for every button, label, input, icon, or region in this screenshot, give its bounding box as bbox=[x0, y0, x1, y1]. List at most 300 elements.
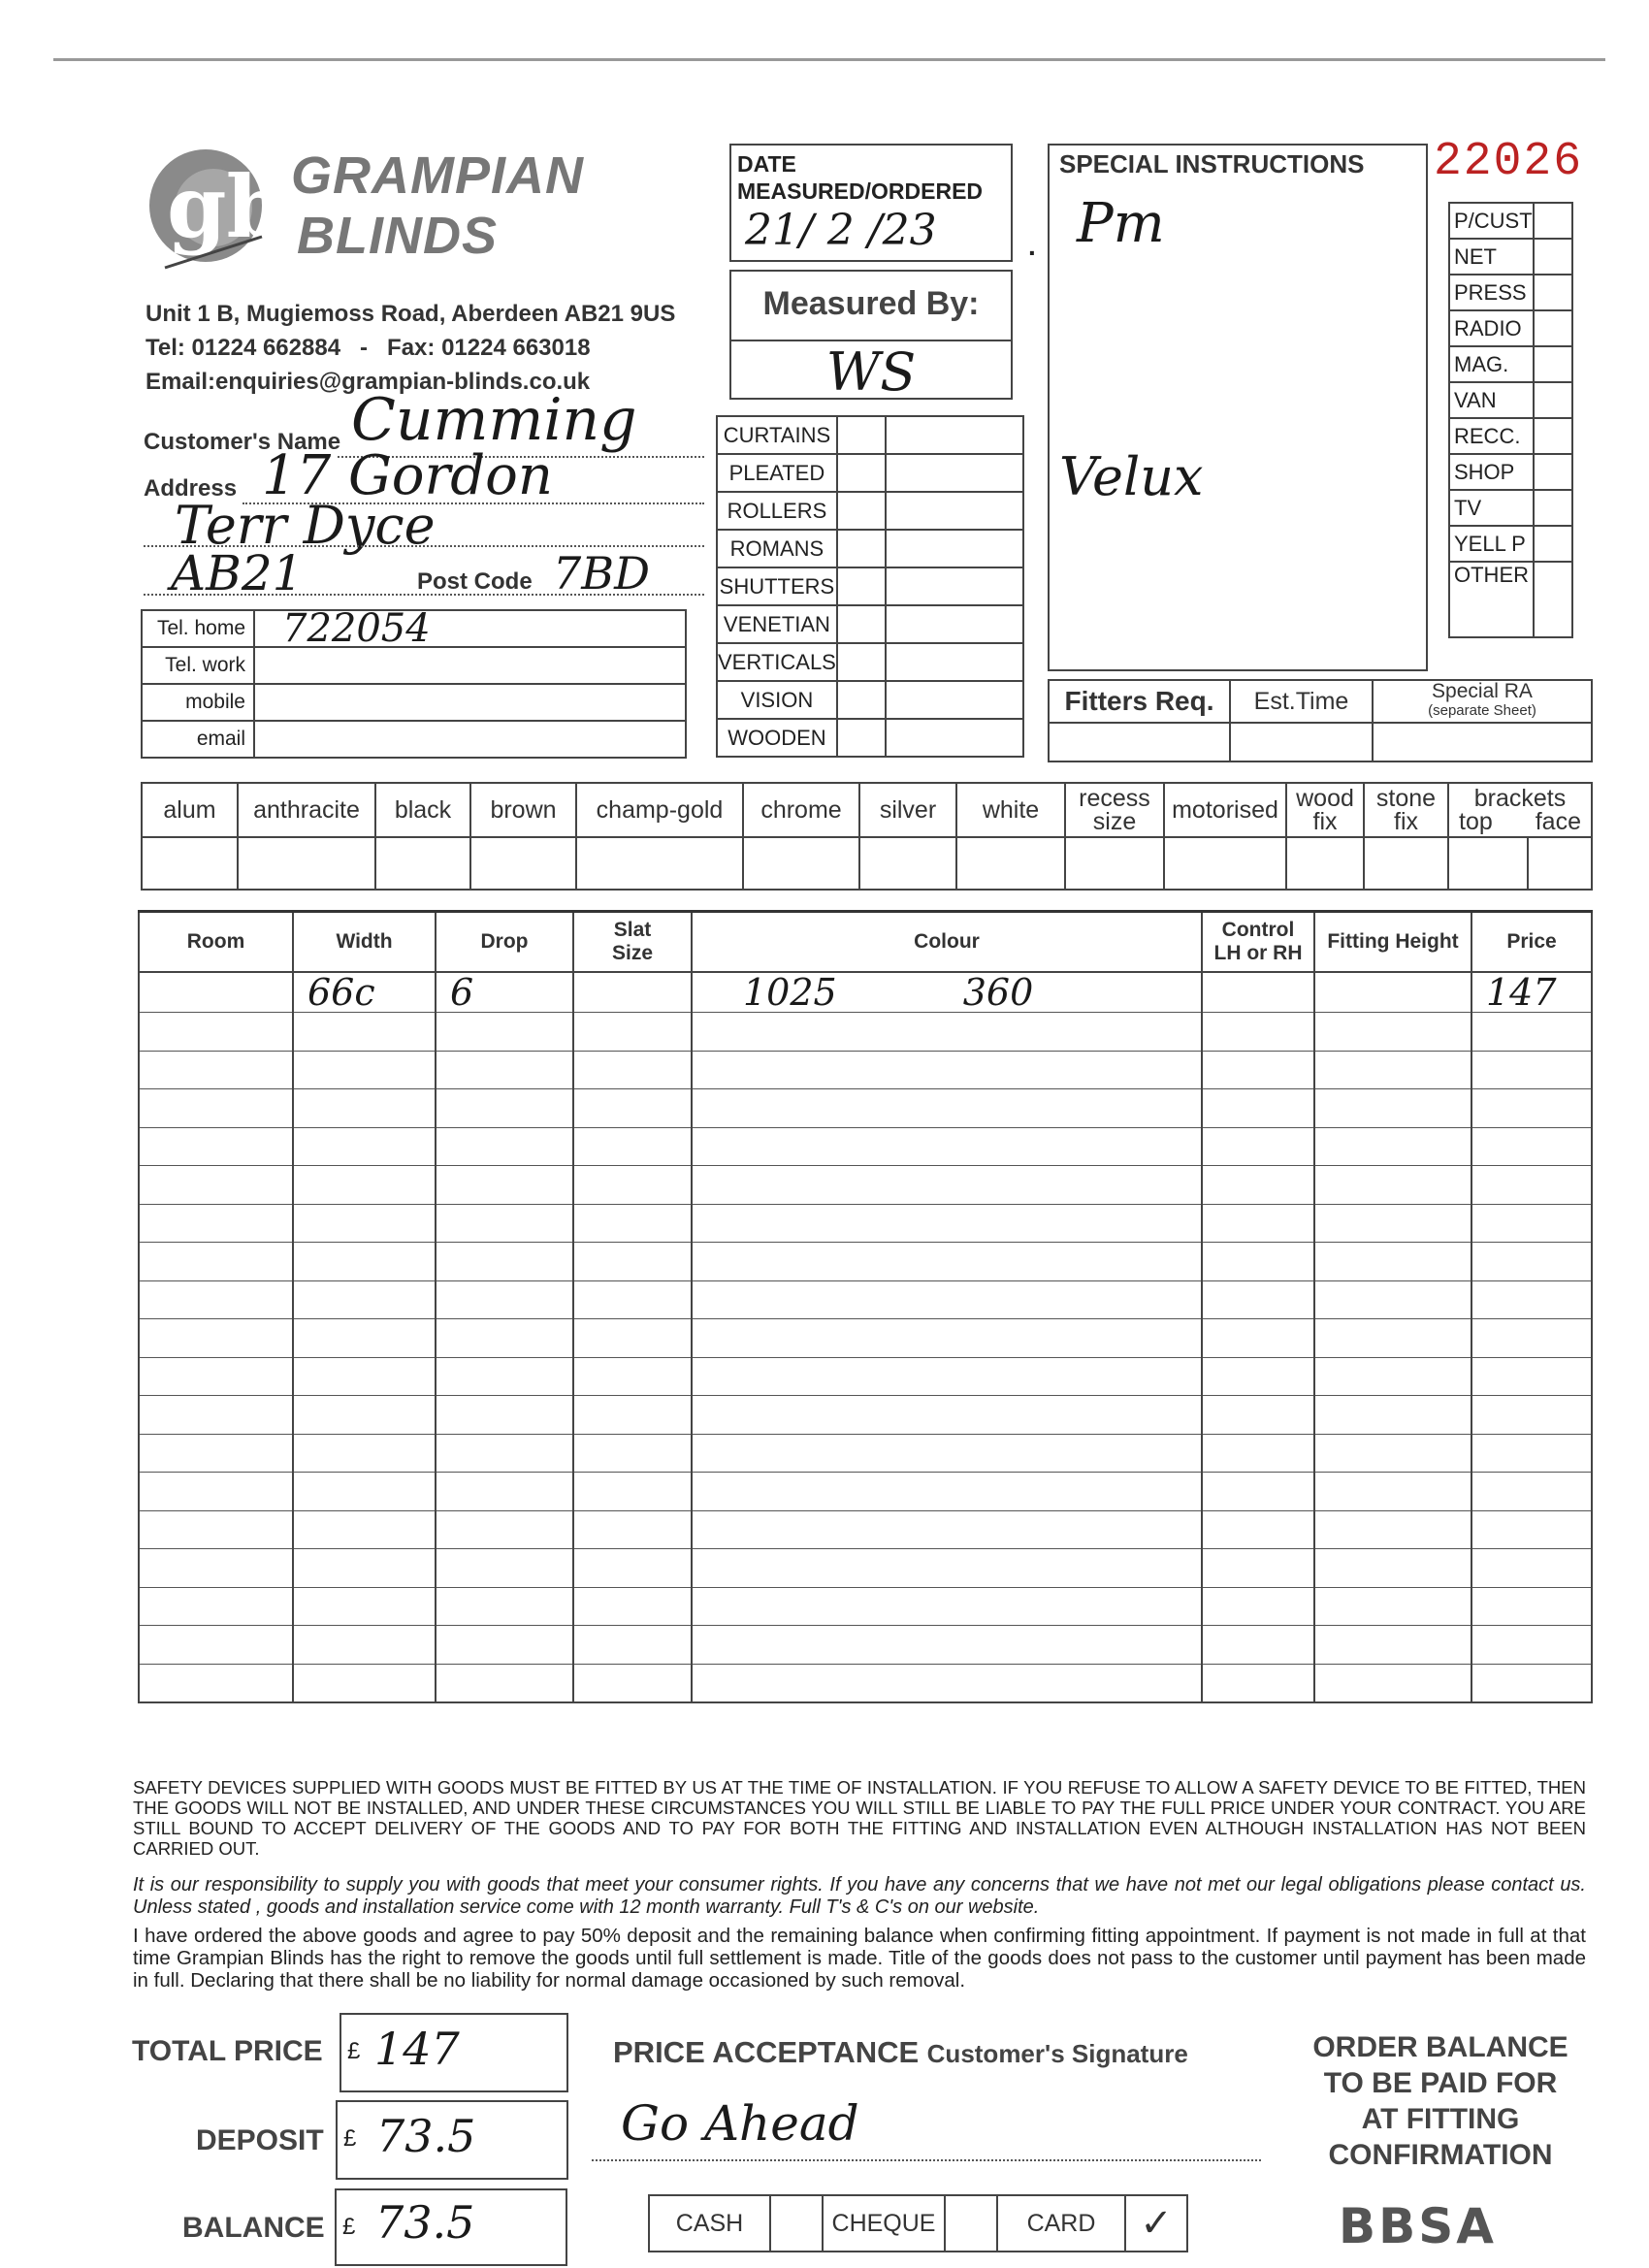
order-cell-colour[interactable] bbox=[692, 1051, 1202, 1089]
date-measured-box bbox=[729, 144, 1013, 262]
date-label-line1: DATE bbox=[737, 151, 796, 177]
terms-agreement: I have ordered the above goods and agree to pay 50% deposit and the remaining balance when confirming fitting appointment. If payment is not made in full at that time Grampian Blinds has the right to remove the goods until full settlement is made. Title of the goods does not pass to the customer until payment has been made in full. Declaring that there shall be no liability for normal damage occasioned by such removal. bbox=[133, 1925, 1586, 1992]
order-cell-room[interactable] bbox=[139, 1396, 293, 1435]
order-cell-control[interactable] bbox=[1202, 1434, 1314, 1473]
order-cell-control[interactable] bbox=[1202, 1013, 1314, 1052]
order-row bbox=[139, 1626, 1592, 1665]
order-cell-width[interactable] bbox=[293, 1396, 436, 1435]
postcode-value: 7BD bbox=[553, 547, 650, 599]
order-cell-fitting[interactable] bbox=[1314, 1434, 1471, 1473]
product-type-qty[interactable] bbox=[886, 416, 1023, 454]
order-cell-price[interactable] bbox=[1471, 1396, 1592, 1435]
address-line3: AB21 bbox=[171, 545, 304, 601]
order-cell-room[interactable] bbox=[139, 1626, 293, 1665]
order-cell-control[interactable] bbox=[1202, 1127, 1314, 1166]
order-cell-drop[interactable] bbox=[436, 1319, 573, 1358]
deposit-currency: £ bbox=[343, 2125, 357, 2152]
product-type-checkbox[interactable] bbox=[837, 643, 886, 681]
order-cell-fitting[interactable] bbox=[1314, 1280, 1471, 1319]
order-cell-drop[interactable] bbox=[436, 1013, 573, 1052]
order-cell-price[interactable] bbox=[1471, 1434, 1592, 1473]
est-time-label: Est.Time bbox=[1230, 680, 1373, 723]
order-cell-colour[interactable] bbox=[692, 1280, 1202, 1319]
order-cell-slat[interactable] bbox=[573, 1664, 692, 1702]
order-balance-line1: ORDER BALANCE bbox=[1312, 2031, 1568, 2063]
option-alum: alum bbox=[142, 783, 238, 837]
order-cell-slat[interactable] bbox=[573, 1166, 692, 1205]
product-type-qty[interactable] bbox=[886, 719, 1023, 757]
price-acceptance-title: PRICE ACCEPTANCE bbox=[613, 2035, 920, 2069]
special-ra-label: Special RA bbox=[1432, 680, 1533, 702]
order-cell-fitting[interactable] bbox=[1314, 1013, 1471, 1052]
order-cell-slat[interactable] bbox=[573, 1626, 692, 1665]
order-cell-control[interactable] bbox=[1202, 1166, 1314, 1205]
option-brackets bbox=[1448, 783, 1592, 837]
order-cell-room[interactable] bbox=[139, 1013, 293, 1052]
balance-currency: £ bbox=[342, 2214, 356, 2240]
order-cell-control[interactable] bbox=[1202, 972, 1314, 1013]
order-cell-room[interactable] bbox=[139, 1434, 293, 1473]
slat-line2: Size bbox=[611, 941, 654, 964]
order-cell-price[interactable] bbox=[1471, 1664, 1592, 1702]
col-control bbox=[1202, 912, 1314, 972]
order-cell-slat[interactable] bbox=[573, 1280, 692, 1319]
product-type-label: VERTICALS bbox=[717, 643, 837, 681]
order-cell-width[interactable] bbox=[293, 1357, 436, 1396]
order-cell-fitting[interactable] bbox=[1314, 1089, 1471, 1128]
order-cell-price[interactable] bbox=[1471, 1243, 1592, 1281]
order-cell-room[interactable] bbox=[139, 1357, 293, 1396]
order-cell-fitting[interactable] bbox=[1314, 1549, 1471, 1588]
payment-cheque: CHEQUE bbox=[823, 2195, 945, 2252]
order-cell-control[interactable] bbox=[1202, 1089, 1314, 1128]
option-stone-fix bbox=[1364, 783, 1448, 837]
order-cell-room[interactable] bbox=[139, 1473, 293, 1511]
order-cell-slat[interactable] bbox=[573, 1587, 692, 1626]
order-cell-room[interactable] bbox=[139, 1204, 293, 1243]
col-colour: Colour bbox=[692, 912, 1202, 972]
product-type-checkbox[interactable] bbox=[837, 416, 886, 454]
order-number: 22026 bbox=[1434, 136, 1584, 188]
product-type-qty[interactable] bbox=[886, 567, 1023, 605]
order-cell-slat[interactable] bbox=[573, 1357, 692, 1396]
order-cell-drop[interactable] bbox=[436, 1664, 573, 1702]
special-instructions-label: SPECIAL INSTRUCTIONS bbox=[1059, 149, 1365, 178]
order-cell-slat[interactable] bbox=[573, 1204, 692, 1243]
order-cell-price[interactable] bbox=[1471, 1510, 1592, 1549]
order-cell-width[interactable] bbox=[293, 1473, 436, 1511]
order-cell-fitting[interactable] bbox=[1314, 1127, 1471, 1166]
company-phone: Tel: 01224 662884 - Fax: 01224 663018 bbox=[146, 335, 591, 361]
scan-top-line bbox=[53, 58, 1605, 61]
company-name-line1: GRAMPIAN bbox=[291, 146, 584, 205]
order-cell-slat[interactable] bbox=[573, 1089, 692, 1128]
order-cell-drop[interactable] bbox=[436, 1549, 573, 1588]
terms-safety: SAFETY DEVICES SUPPLIED WITH GOODS MUST BE FITTED BY US AT THE TIME OF INSTALLATION. IF YOU REFUSE TO ALLOW A SAFETY DEVICE TO BE FITTED, THEN THE GOODS WILL NOT BE INSTALLED, AND UNDER THESE CIRCUMSTANCES YOU WILL STILL BE LIABLE TO PAY THE FULL PRICE UNDER YOUR CONTRACT. YOU ARE STILL BOUND TO ACCEPT DELIVERY OF THE GOODS AND TO PAY FOR BOTH THE FITTING AND INSTALLATION EVEN ALTHOUGH INSTALLATION HAS NOT BEEN CARRIED OUT. bbox=[133, 1777, 1586, 1859]
order-cell-price[interactable] bbox=[1471, 1280, 1592, 1319]
order-cell-colour[interactable] bbox=[692, 1013, 1202, 1052]
order-cell-colour[interactable] bbox=[692, 1357, 1202, 1396]
order-cell-fitting[interactable] bbox=[1314, 1243, 1471, 1281]
product-type-checkbox[interactable] bbox=[837, 454, 886, 492]
order-cell-drop[interactable] bbox=[436, 1127, 573, 1166]
special-instructions-box bbox=[1048, 144, 1428, 671]
brackets-label: brackets bbox=[1473, 785, 1567, 812]
order-cell-colour[interactable] bbox=[692, 1127, 1202, 1166]
order-cell-width[interactable] bbox=[293, 1510, 436, 1549]
order-cell-control[interactable] bbox=[1202, 1204, 1314, 1243]
contact-value[interactable] bbox=[254, 721, 686, 758]
order-cell-drop[interactable] bbox=[436, 1587, 573, 1626]
order-cell-price[interactable] bbox=[1471, 1051, 1592, 1089]
balance-value: 73.5 bbox=[375, 2196, 475, 2249]
order-cell-fitting[interactable] bbox=[1314, 1051, 1471, 1089]
order-cell-price[interactable] bbox=[1471, 1013, 1592, 1052]
order-cell-width[interactable] bbox=[293, 1127, 436, 1166]
order-cell-slat[interactable] bbox=[573, 1549, 692, 1588]
option-white: white bbox=[956, 783, 1065, 837]
product-type-label: VENETIAN bbox=[717, 605, 837, 643]
order-cell-price[interactable] bbox=[1471, 1473, 1592, 1511]
order-cell-room[interactable] bbox=[139, 972, 293, 1013]
order-cell-colour[interactable] bbox=[692, 1089, 1202, 1128]
order-cell-width[interactable] bbox=[293, 1051, 436, 1089]
balance-label: BALANCE bbox=[182, 2212, 325, 2244]
order-cell-drop[interactable] bbox=[436, 1357, 573, 1396]
order-cell-width[interactable] bbox=[293, 1587, 436, 1626]
product-type-checkbox[interactable] bbox=[837, 492, 886, 530]
product-type-label: PLEATED bbox=[717, 454, 837, 492]
order-cell-colour[interactable] bbox=[692, 1319, 1202, 1358]
order-cell-slat[interactable] bbox=[573, 972, 692, 1013]
order-cell-colour[interactable] bbox=[692, 1166, 1202, 1205]
measured-by-box bbox=[729, 270, 1013, 403]
wood-line2: fix bbox=[1312, 808, 1338, 835]
bbsa-logo: BBSA bbox=[1339, 2198, 1497, 2254]
order-cell-control[interactable] bbox=[1202, 1473, 1314, 1511]
product-type-checklist bbox=[716, 415, 1024, 758]
product-type-checkbox[interactable] bbox=[837, 567, 886, 605]
order-cell-colour[interactable] bbox=[692, 1396, 1202, 1435]
recess-line2: size bbox=[1092, 808, 1137, 835]
product-type-qty[interactable] bbox=[886, 530, 1023, 567]
order-cell-fitting[interactable] bbox=[1314, 1473, 1471, 1511]
order-cell-drop[interactable] bbox=[436, 1243, 573, 1281]
total-currency: £ bbox=[347, 2038, 361, 2064]
option-recess-size bbox=[1065, 783, 1164, 837]
order-cell-room[interactable] bbox=[139, 1587, 293, 1626]
order-balance-line4: CONFIRMATION bbox=[1328, 2139, 1553, 2171]
source-checkbox[interactable] bbox=[1534, 490, 1572, 526]
product-type-qty[interactable] bbox=[886, 681, 1023, 719]
source-option-label: PRESS bbox=[1449, 275, 1534, 310]
option-black: black bbox=[375, 783, 470, 837]
order-cell-control[interactable] bbox=[1202, 1396, 1314, 1435]
slat-line1: Slat bbox=[613, 918, 652, 941]
order-cell-drop[interactable] bbox=[436, 1473, 573, 1511]
order-cell-slat[interactable] bbox=[573, 1473, 692, 1511]
order-row bbox=[139, 972, 1592, 1013]
product-type-label: WOODEN bbox=[717, 719, 837, 757]
order-cell-price[interactable] bbox=[1471, 1166, 1592, 1205]
order-row bbox=[139, 1013, 1592, 1052]
order-cell-room[interactable] bbox=[139, 1089, 293, 1128]
product-type-label: SHUTTERS bbox=[717, 567, 837, 605]
address-line1: 17 Gordon bbox=[262, 444, 553, 507]
date-dot: . bbox=[1028, 231, 1036, 261]
order-cell-room[interactable] bbox=[139, 1051, 293, 1089]
contact-value[interactable] bbox=[254, 647, 686, 684]
order-table bbox=[138, 910, 1593, 1703]
order-cell-fitting[interactable] bbox=[1314, 1510, 1471, 1549]
special-instruction-line2: Velux bbox=[1059, 446, 1204, 507]
contact-value[interactable] bbox=[254, 684, 686, 721]
address-label: Address bbox=[144, 475, 238, 502]
order-cell-colour[interactable] bbox=[692, 972, 1202, 1013]
order-cell-drop[interactable] bbox=[436, 1510, 573, 1549]
order-row bbox=[139, 1280, 1592, 1319]
order-cell-width[interactable] bbox=[293, 1089, 436, 1128]
order-cell-slat[interactable] bbox=[573, 1051, 692, 1089]
order-cell-width[interactable] bbox=[293, 1013, 436, 1052]
order-cell-fitting[interactable] bbox=[1314, 1357, 1471, 1396]
balance-box bbox=[335, 2188, 567, 2266]
deposit-box bbox=[336, 2100, 568, 2180]
product-type-label: ROMANS bbox=[717, 530, 837, 567]
source-option-label: VAN bbox=[1449, 382, 1534, 418]
order-cell-colour[interactable] bbox=[692, 1664, 1202, 1702]
card-checkmark-icon: ✓ bbox=[1125, 2195, 1187, 2252]
order-cell-width[interactable] bbox=[293, 1626, 436, 1665]
order-cell-colour[interactable] bbox=[692, 1434, 1202, 1473]
source-checkbox[interactable] bbox=[1534, 454, 1572, 490]
order-cell-price[interactable] bbox=[1471, 1089, 1592, 1128]
company-address: Unit 1 B, Mugiemoss Road, Aberdeen AB21 9US bbox=[146, 301, 676, 327]
order-cell-colour[interactable] bbox=[692, 1243, 1202, 1281]
col-slat-size bbox=[573, 912, 692, 972]
order-cell-control[interactable] bbox=[1202, 1587, 1314, 1626]
order-cell-control[interactable] bbox=[1202, 1664, 1314, 1702]
order-cell-slat[interactable] bbox=[573, 1510, 692, 1549]
source-checkbox[interactable] bbox=[1534, 239, 1572, 275]
source-checkbox[interactable] bbox=[1534, 526, 1572, 562]
order-cell-width[interactable] bbox=[293, 1664, 436, 1702]
order-cell-control[interactable] bbox=[1202, 1510, 1314, 1549]
order-cell-price[interactable] bbox=[1471, 1549, 1592, 1588]
order-cell-fitting[interactable] bbox=[1314, 1626, 1471, 1665]
order-cell-room[interactable] bbox=[139, 1280, 293, 1319]
order-cell-fitting[interactable] bbox=[1314, 1664, 1471, 1702]
measured-by-label: Measured By: bbox=[762, 285, 980, 322]
order-cell-control[interactable] bbox=[1202, 1319, 1314, 1358]
source-checkbox[interactable] bbox=[1534, 346, 1572, 382]
product-type-label: VISION bbox=[717, 681, 837, 719]
order-cell-price[interactable] bbox=[1471, 1127, 1592, 1166]
stone-line2: fix bbox=[1394, 808, 1418, 835]
order-cell-colour[interactable] bbox=[692, 1204, 1202, 1243]
product-type-checkbox[interactable] bbox=[837, 605, 886, 643]
product-type-qty[interactable] bbox=[886, 492, 1023, 530]
date-value: 21/ 2 /23 bbox=[745, 206, 937, 255]
order-cell-room[interactable] bbox=[139, 1319, 293, 1358]
fitters-required-label: Fitters Req. bbox=[1049, 680, 1230, 723]
order-row bbox=[139, 1243, 1592, 1281]
deposit-value: 73.5 bbox=[376, 2110, 476, 2162]
order-cell-drop[interactable] bbox=[436, 1396, 573, 1435]
product-type-qty[interactable] bbox=[886, 605, 1023, 643]
order-cell-fitting[interactable] bbox=[1314, 1587, 1471, 1626]
order-cell-room[interactable] bbox=[139, 1166, 293, 1205]
order-cell-control[interactable] bbox=[1202, 1243, 1314, 1281]
fitters-table bbox=[1048, 679, 1593, 762]
product-type-checkbox[interactable] bbox=[837, 719, 886, 757]
order-cell-drop[interactable] bbox=[436, 1089, 573, 1128]
order-cell-price[interactable] bbox=[1471, 1587, 1592, 1626]
order-row bbox=[139, 1166, 1592, 1205]
option-anthracite: anthracite bbox=[238, 783, 375, 837]
order-cell-width[interactable] bbox=[293, 1166, 436, 1205]
order-cell-slat[interactable] bbox=[573, 1434, 692, 1473]
order-cell-slat[interactable] bbox=[573, 1243, 692, 1281]
order-cell-colour[interactable] bbox=[692, 1587, 1202, 1626]
product-type-qty[interactable] bbox=[886, 643, 1023, 681]
order-cell-price[interactable] bbox=[1471, 1357, 1592, 1396]
order-cell-control[interactable] bbox=[1202, 1626, 1314, 1665]
product-type-label: CURTAINS bbox=[717, 416, 837, 454]
payment-card: CARD bbox=[997, 2195, 1125, 2252]
order-cell-slat[interactable] bbox=[573, 1127, 692, 1166]
source-checkbox[interactable] bbox=[1534, 382, 1572, 418]
brackets-face: face bbox=[1535, 808, 1581, 835]
contact-value[interactable]: 722054 bbox=[254, 610, 686, 647]
order-balance-line3: AT FITTING bbox=[1361, 2103, 1520, 2135]
order-cell-fitting[interactable] bbox=[1314, 972, 1471, 1013]
options-table bbox=[141, 782, 1593, 891]
source-option-label: YELL P bbox=[1449, 526, 1534, 562]
option-wood-fix bbox=[1286, 783, 1364, 837]
order-cell-drop[interactable] bbox=[436, 1434, 573, 1473]
product-type-checkbox[interactable] bbox=[837, 681, 886, 719]
address-line2: Terr Dyce bbox=[175, 495, 436, 556]
order-cell-price[interactable] bbox=[1471, 1204, 1592, 1243]
order-cell-room[interactable] bbox=[139, 1127, 293, 1166]
source-checkbox[interactable] bbox=[1534, 203, 1572, 239]
measured-by-value: WS bbox=[825, 341, 917, 403]
date-label-line2: MEASURED/ORDERED bbox=[737, 178, 984, 204]
order-cell-drop[interactable]: 6 bbox=[436, 972, 573, 1013]
source-checkbox[interactable] bbox=[1534, 310, 1572, 346]
company-email: Email:enquiries@grampian-blinds.co.uk bbox=[146, 369, 591, 395]
order-cell-width[interactable] bbox=[293, 1243, 436, 1281]
order-cell-drop[interactable] bbox=[436, 1166, 573, 1205]
order-row bbox=[139, 1434, 1592, 1473]
special-instruction-line1: Pm bbox=[1077, 192, 1165, 255]
source-option-label: MAG. bbox=[1449, 346, 1534, 382]
colour-code-2: 360 bbox=[962, 970, 1034, 1014]
order-cell-slat[interactable] bbox=[573, 1396, 692, 1435]
order-cell-room[interactable] bbox=[139, 1243, 293, 1281]
order-row bbox=[139, 1549, 1592, 1588]
source-checkbox[interactable] bbox=[1534, 418, 1572, 454]
product-type-checkbox[interactable] bbox=[837, 530, 886, 567]
control-line1: Control bbox=[1221, 918, 1295, 941]
order-row bbox=[139, 1357, 1592, 1396]
contact-label: Tel. home bbox=[142, 610, 254, 647]
option-chrome: chrome bbox=[743, 783, 859, 837]
order-cell-room[interactable] bbox=[139, 1549, 293, 1588]
brackets-top: top bbox=[1459, 808, 1493, 835]
order-cell-width[interactable] bbox=[293, 1319, 436, 1358]
order-cell-width[interactable] bbox=[293, 1204, 436, 1243]
option-brown: brown bbox=[470, 783, 576, 837]
order-cell-drop[interactable] bbox=[436, 1280, 573, 1319]
recess-line1: recess bbox=[1079, 785, 1150, 812]
order-cell-drop[interactable] bbox=[436, 1204, 573, 1243]
order-cell-colour[interactable] bbox=[692, 1510, 1202, 1549]
order-cell-drop[interactable] bbox=[436, 1626, 573, 1665]
order-cell-width[interactable]: 66c bbox=[293, 972, 436, 1013]
col-price: Price bbox=[1471, 912, 1592, 972]
order-cell-colour[interactable] bbox=[692, 1626, 1202, 1665]
order-cell-fitting[interactable] bbox=[1314, 1166, 1471, 1205]
order-cell-control[interactable] bbox=[1202, 1357, 1314, 1396]
company-name-line2: BLINDS bbox=[297, 207, 498, 265]
contact-label: Tel. work bbox=[142, 647, 254, 684]
order-cell-fitting[interactable] bbox=[1314, 1204, 1471, 1243]
order-row bbox=[139, 1510, 1592, 1549]
deposit-label: DEPOSIT bbox=[196, 2124, 324, 2156]
order-cell-colour[interactable] bbox=[692, 1549, 1202, 1588]
stone-line1: stone bbox=[1375, 785, 1437, 812]
payment-method-table bbox=[648, 2194, 1188, 2252]
source-option-label: RECC. bbox=[1449, 418, 1534, 454]
col-drop: Drop bbox=[436, 912, 573, 972]
source-checkbox[interactable] bbox=[1534, 562, 1572, 637]
total-price-label: TOTAL PRICE bbox=[132, 2035, 323, 2067]
order-cell-room[interactable] bbox=[139, 1510, 293, 1549]
order-cell-price[interactable] bbox=[1471, 1626, 1592, 1665]
order-cell-control[interactable] bbox=[1202, 1280, 1314, 1319]
order-cell-width[interactable] bbox=[293, 1434, 436, 1473]
order-cell-slat[interactable] bbox=[573, 1013, 692, 1052]
order-cell-drop[interactable] bbox=[436, 1051, 573, 1089]
option-champ-gold: champ-gold bbox=[576, 783, 743, 837]
order-cell-control[interactable] bbox=[1202, 1549, 1314, 1588]
col-fitting-height: Fitting Height bbox=[1314, 912, 1471, 972]
order-cell-price[interactable]: 147 bbox=[1471, 972, 1592, 1013]
terms-consumer-rights: It is our responsibility to supply you with goods that meet your consumer rights. If you have any concerns that we have not met our legal obligations please contact us. Unless stated , goods and installation service come with 12 month warranty. Full T's & C's on our website. bbox=[133, 1874, 1586, 1918]
order-cell-fitting[interactable] bbox=[1314, 1319, 1471, 1358]
product-type-qty[interactable] bbox=[886, 454, 1023, 492]
order-cell-price[interactable] bbox=[1471, 1319, 1592, 1358]
source-checkbox[interactable] bbox=[1534, 275, 1572, 310]
order-cell-colour[interactable] bbox=[692, 1473, 1202, 1511]
source-option-label: OTHER bbox=[1449, 562, 1534, 637]
order-cell-room[interactable] bbox=[139, 1664, 293, 1702]
source-option-label: NET bbox=[1449, 239, 1534, 275]
order-cell-slat[interactable] bbox=[573, 1319, 692, 1358]
order-cell-width[interactable] bbox=[293, 1549, 436, 1588]
customer-name-label: Customer's Name bbox=[144, 429, 341, 455]
order-row bbox=[139, 1204, 1592, 1243]
colour-code-1: 1025 bbox=[743, 970, 837, 1014]
order-cell-control[interactable] bbox=[1202, 1051, 1314, 1089]
order-row bbox=[139, 1587, 1592, 1626]
order-cell-fitting[interactable] bbox=[1314, 1396, 1471, 1435]
price-acceptance-heading bbox=[613, 2035, 1188, 2070]
order-cell-width[interactable] bbox=[293, 1280, 436, 1319]
contact-label: email bbox=[142, 721, 254, 758]
